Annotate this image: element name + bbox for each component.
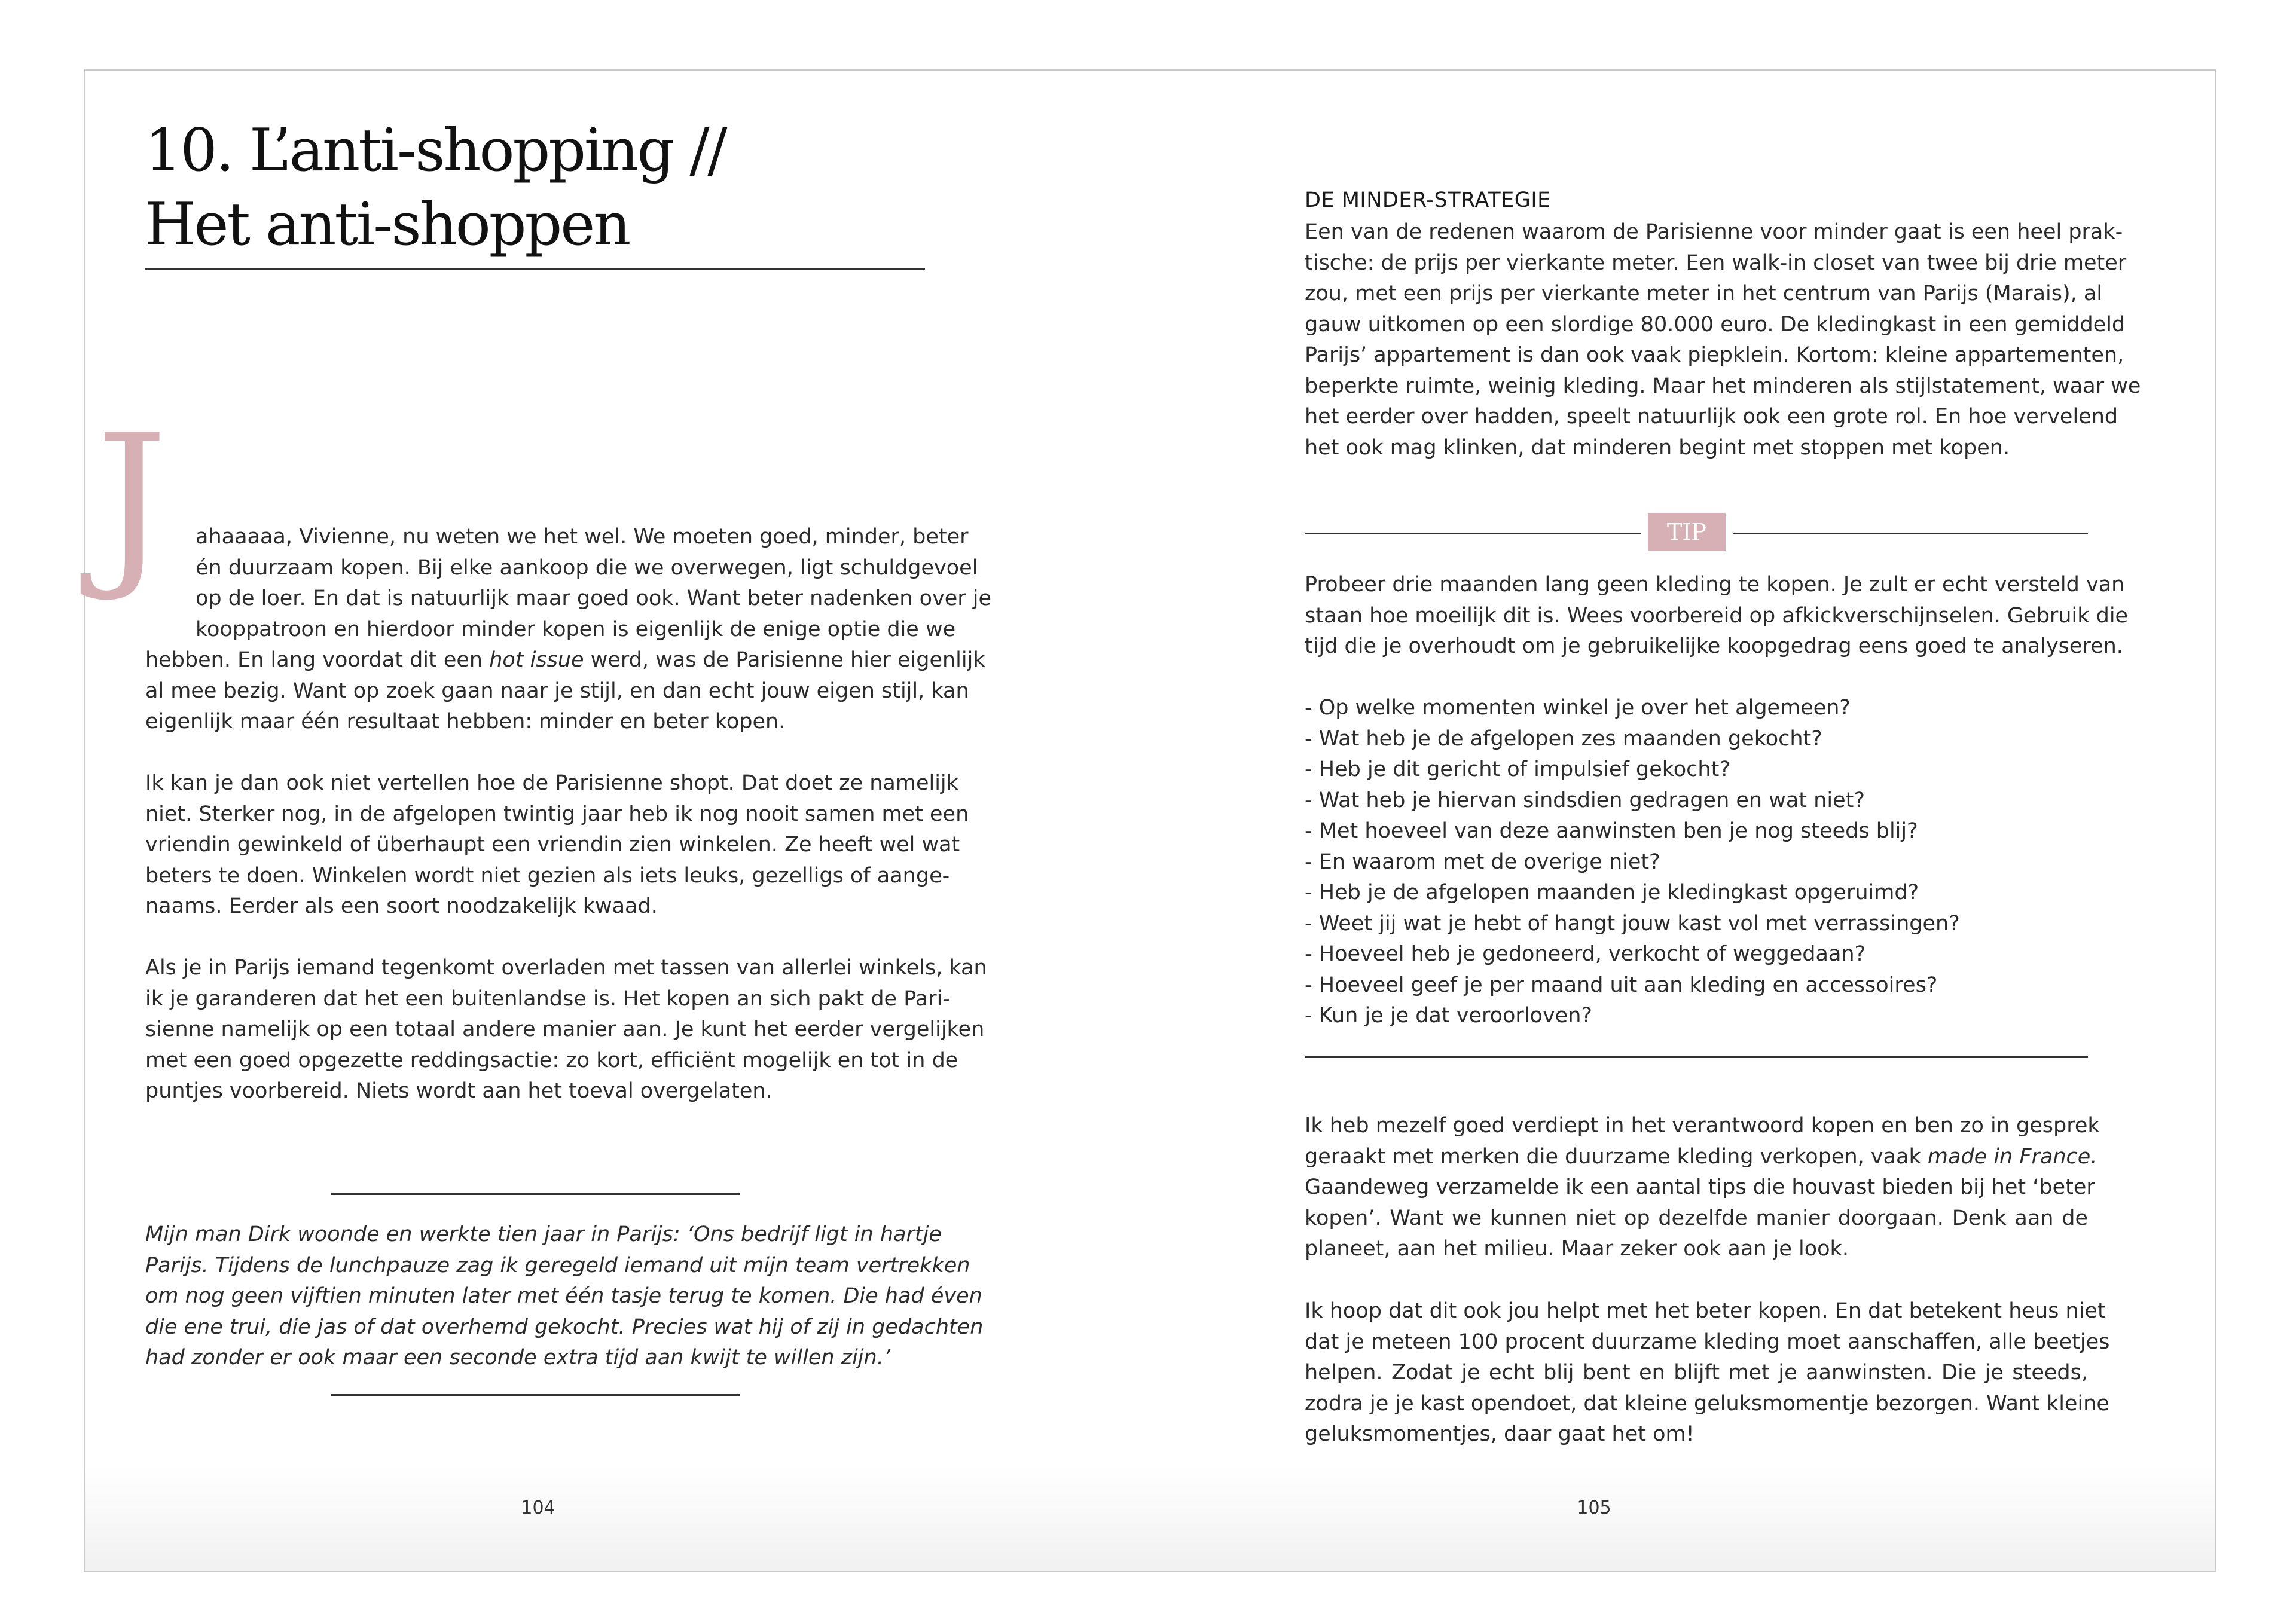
text-line: om nog geen vijftien minuten later met één tasje terug te komen. Die had éven — [145, 1284, 982, 1308]
text-line: Probeer drie maanden lang geen kleding te kopen. Je zult er echt versteld van — [1305, 573, 2125, 597]
question-item: - Met hoeveel van deze aanwinsten ben je nog steeds blij? — [1305, 819, 1918, 843]
text-line: geraakt met merken die duurzame kleding verkopen, vaak made in France. — [1305, 1144, 2097, 1169]
text-line: Ik hoop dat dit ook jou helpt met het beter kopen. En dat betekent heus niet — [1305, 1299, 2106, 1323]
text-line: niet. Sterker nog, in de afgelopen twintig jaar heb ik nog nooit samen met een — [145, 802, 969, 826]
text-line: gauw uitkomen op een slordige 80.000 euro. De kledingkast in een gemiddeld — [1305, 312, 2126, 337]
text-line: én duurzaam kopen. Bij elke aankoop die we overwegen, ligt schuldgevoel — [196, 555, 978, 580]
text-line: dat je meteen 100 procent duurzame kleding moet aanschaffen, alle beetjes — [1305, 1329, 2110, 1354]
text-line: kooppatroon en hierdoor minder kopen is eigenlijk de enige optie die we — [196, 617, 956, 641]
left-paragraph-1 — [145, 522, 992, 738]
text-line: sienne namelijk op een totaal andere manier aan. Je kunt het eerder vergelijken — [145, 1017, 985, 1041]
text-line: vriendin gewinkeld of überhaupt een vriendin zien winkelen. Ze heeft wel wat — [145, 833, 960, 857]
text-line: planeet, aan het milieu. Maar zeker ook aan je look. — [1305, 1237, 1849, 1261]
text-line: ahaaaaa, Vivienne, nu weten we het wel. We moeten goed, minder, beter — [196, 525, 969, 549]
question-item: - Heb je dit gericht of impulsief gekocht? — [1305, 757, 1730, 781]
text-line: al mee bezig. Want op zoek gaan naar je stijl, en dan echt jouw eigen stijl, kan — [145, 678, 969, 703]
page-number-left: 104 — [521, 1497, 555, 1518]
text-line: het ook mag klinken, dat minderen begint met stoppen met kopen. — [1305, 435, 2010, 460]
text-line: eigenlijk maar één resultaat hebben: minder en beter kopen. — [145, 710, 786, 733]
text-line: kopen’. Want we kunnen niet op dezelfde manier doorgaan. Denk aan de — [1305, 1206, 2088, 1230]
text-line: Ik kan je dan ook niet vertellen hoe de Parisienne shopt. Dat doet ze namelijk — [145, 771, 958, 795]
pull-quote — [145, 1219, 984, 1374]
text-line: zodra je je kast opendoet, dat kleine geluksmomentje bezorgen. Want kleine — [1305, 1391, 2109, 1416]
question-item: - Hoeveel heb je gedoneerd, verkocht of weggedaan? — [1305, 942, 1866, 966]
question-list — [1305, 693, 2088, 1032]
section-heading: DE MINDER-STRATEGIE — [1305, 188, 1551, 212]
chapter-title-line2: Het anti-shoppen — [145, 191, 630, 259]
text-line: puntjes voorbereid. Niets wordt aan het toeval overgelaten. — [145, 1079, 773, 1103]
text-line: Parijs’ appartement is dan ook vaak piepklein. Kortom: kleine appartementen, — [1305, 343, 2124, 367]
question-item: - Weet jij wat je hebt of hangt jouw kast vol met verrassingen? — [1305, 911, 1960, 936]
text-line: Gaandeweg verzamelde ik een aantal tips die houvast bieden bij het ‘beter — [1305, 1175, 2095, 1199]
text-line: zou, met een prijs per vierkante meter in het centrum van Parijs (Marais), al — [1305, 282, 2103, 305]
left-paragraph-3 — [145, 953, 987, 1107]
text-line: tijd die je overhoudt om je gebruikelijke koopgedrag eens goed te analyseren. — [1305, 634, 2123, 658]
question-item: - Hoeveel geef je per maand uit aan kleding en accessoires? — [1305, 973, 1938, 997]
left-paragraph-2 — [145, 768, 969, 922]
text-line: Ik heb mezelf goed verdiept in het verantwoord kopen en ben zo in gesprek — [1305, 1114, 2100, 1138]
title-divider — [145, 268, 925, 270]
tip-divider-left — [1305, 533, 1641, 534]
right-paragraph-1 — [1305, 217, 2141, 463]
text-line: geluksmomentjes, daar gaat het om! — [1305, 1422, 1694, 1446]
quote-divider-top — [331, 1193, 740, 1195]
tip-divider-right — [1733, 533, 2088, 534]
text-line: op de loer. En dat is natuurlijk maar goed ook. Want beter nadenken over je — [196, 586, 992, 610]
text-line: naams. Eerder als een soort noodzakelijk kwaad. — [145, 894, 658, 918]
right-paragraph-3 — [1305, 1296, 2110, 1450]
question-item: - Heb je de afgelopen maanden je kledingkast opgeruimd? — [1305, 881, 1919, 904]
page-number-right: 105 — [1577, 1497, 1611, 1518]
tip-badge: TIP — [1648, 513, 1726, 551]
text-line: het eerder over hadden, speelt natuurlijk ook een grote rol. En hoe vervelend — [1305, 405, 2118, 429]
text-line: ik je garanderen dat het een buitenlandse is. Het kopen an sich pakt de Pari- — [145, 986, 950, 1011]
text-line: Parijs. Tijdens de lunchpauze zag ik geregeld iemand uit mijn team vertrekken — [145, 1253, 970, 1277]
question-item: - Wat heb je hiervan sindsdien gedragen en wat niet? — [1305, 788, 1865, 812]
question-list-divider — [1305, 1056, 2088, 1058]
text-line: had zonder er ook maar een seconde extra tijd aan kwijt te willen zijn.’ — [145, 1346, 890, 1370]
question-item: - Kun je je dat veroorloven? — [1305, 1004, 1592, 1028]
right-paragraph-2 — [1305, 1111, 2100, 1265]
text-line: tische: de prijs per vierkante meter. Een walk-in closet van twee bij drie meter — [1305, 250, 2127, 275]
text-line: met een goed opgezette reddingsactie: zo kort, efficiënt mogelijk en tot in de — [145, 1048, 958, 1072]
drop-cap: J — [96, 396, 168, 605]
emphasis: hot issue — [489, 648, 584, 672]
text-line: Mijn man Dirk woonde en werkte tien jaar in Parijs: ‘Ons bedrijf ligt in hartje — [145, 1222, 942, 1246]
quote-divider-bottom — [331, 1394, 740, 1396]
emphasis: made in France. — [1927, 1144, 2097, 1169]
text-line: helpen. Zodat je echt blij bent en blijft met je aanwinsten. Die je steeds, — [1305, 1361, 2088, 1384]
text-line: Als je in Parijs iemand tegenkomt overladen met tassen van allerlei winkels, kan — [145, 956, 987, 980]
chapter-title — [145, 114, 934, 262]
text-line: staan hoe moeilijk dit is. Wees voorbereid op afkickverschijnselen. Gebruik die — [1305, 603, 2129, 628]
text-line: hebben. En lang voordat dit een hot issue werd, was de Parisienne hier eigenlijk — [145, 648, 985, 672]
text-line: Een van de redenen waarom de Parisienne voor minder gaat is een heel prak- — [1305, 220, 2123, 244]
question-item: - En waarom met de overige niet? — [1305, 849, 1660, 874]
question-item: - Wat heb je de afgelopen zes maanden gekocht? — [1305, 726, 1822, 751]
text-line: die ene trui, die jas of dat overhemd gekocht. Precies wat hij of zij in gedachten — [145, 1315, 984, 1339]
tip-paragraph — [1305, 570, 2129, 662]
text-line: beperkte ruimte, weinig kleding. Maar het minderen als stijlstatement, waar we — [1305, 374, 2141, 398]
question-item: - Op welke momenten winkel je over het algemeen? — [1305, 696, 1851, 720]
chapter-title-line1: 10. L’anti-shopping // — [145, 117, 726, 185]
text-line: beters te doen. Winkelen wordt niet gezien als iets leuks, gezelligs of aange- — [145, 863, 950, 888]
